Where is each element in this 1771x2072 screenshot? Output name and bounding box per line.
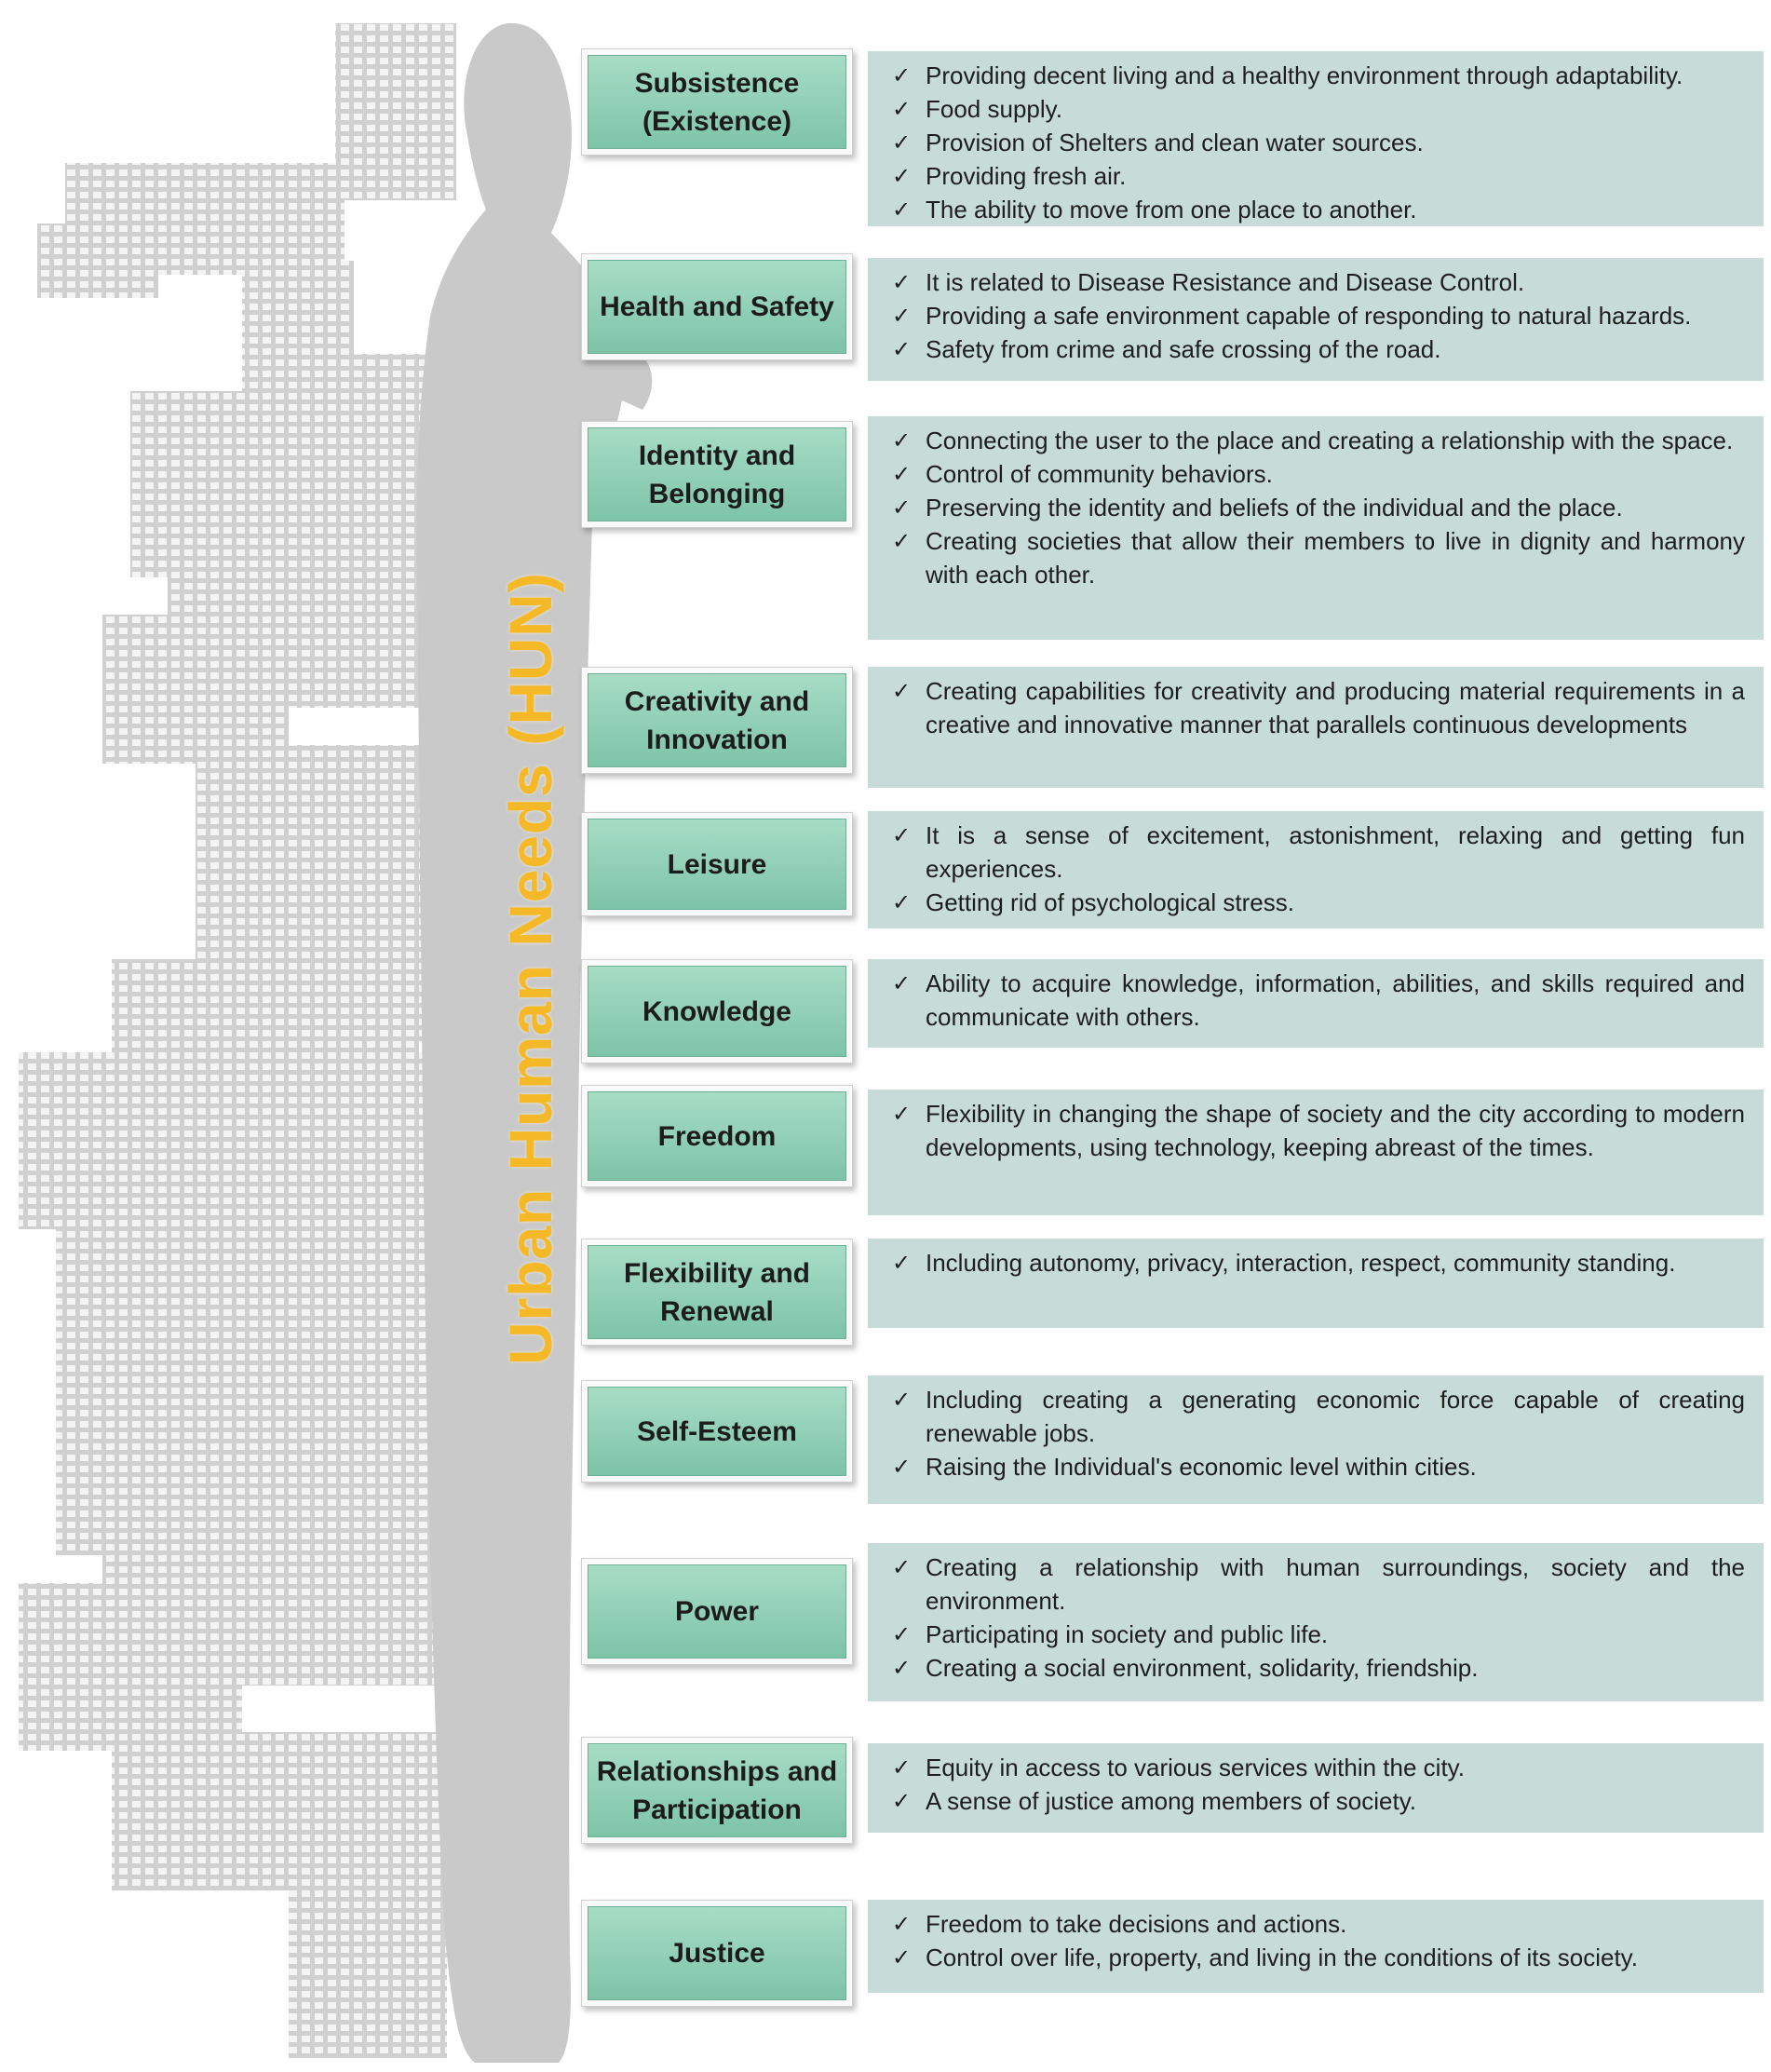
- list-item-text: Safety from crime and safe crossing of the road.: [926, 335, 1441, 363]
- need-label: Leisure: [588, 819, 846, 910]
- list-item: [888, 1551, 1745, 1618]
- need-label: Flexibility and Renewal: [588, 1245, 846, 1339]
- list-item-text: Participating in society and public life.: [926, 1620, 1329, 1648]
- list-item-text: It is a sense of excitement, astonishment, relaxing and getting fun experiences.: [926, 821, 1745, 883]
- list-item-text: A sense of justice among members of society.: [926, 1787, 1416, 1815]
- list-item-text: It is related to Disease Resistance and Disease Control.: [926, 268, 1525, 296]
- need-description-list: [888, 674, 1745, 741]
- need-description-list: [888, 265, 1745, 366]
- need-description-list: [888, 819, 1745, 919]
- need-label: Justice: [588, 1906, 846, 2000]
- need-box-creativity-and-innovation: [581, 667, 853, 774]
- need-box-identity-and-belonging: [581, 421, 853, 528]
- check-icon: ✓: [892, 1101, 912, 1127]
- list-item: [888, 193, 1745, 226]
- list-item-text: Creating a relationship with human surroundings, society and the environment.: [926, 1553, 1745, 1615]
- list-item-text: Creating capabilities for creativity and producing material requirements in a creative and innovative manner that parallels continuous developments: [926, 677, 1745, 738]
- check-icon: ✓: [892, 1655, 912, 1681]
- need-box-power: [581, 1558, 853, 1665]
- need-description-panel-subsistence-existence: [868, 51, 1764, 226]
- list-item-text: Control over life, property, and living in the conditions of its society.: [926, 1943, 1638, 1971]
- check-icon: ✓: [892, 1454, 912, 1480]
- list-item-text: Including creating a generating economic force capable of creating renewable jobs.: [926, 1386, 1745, 1447]
- list-item-text: Flexibility in changing the shape of society and the city according to modern developments, using technology, keeping abreast of the times.: [926, 1100, 1745, 1161]
- need-label: Creativity and Innovation: [588, 673, 846, 767]
- need-label: Self-Esteem: [588, 1387, 846, 1476]
- list-item: [888, 92, 1745, 126]
- need-label: Freedom: [588, 1091, 846, 1181]
- need-description-panel-relationships-and-participation: [868, 1743, 1764, 1833]
- need-description-list: [888, 59, 1745, 226]
- list-item: [888, 126, 1745, 159]
- list-item: [888, 1941, 1745, 1974]
- list-item-text: Raising the Individual's economic level within cities.: [926, 1453, 1477, 1481]
- check-icon: ✓: [892, 269, 912, 295]
- need-box-knowledge: [581, 959, 853, 1063]
- list-item-text: Getting rid of psychological stress.: [926, 888, 1294, 916]
- need-label: Identity and Belonging: [588, 427, 846, 521]
- list-item: [888, 299, 1745, 332]
- check-icon: ✓: [892, 494, 912, 521]
- list-item-text: Equity in access to various services within the city.: [926, 1754, 1465, 1781]
- list-item-text: Ability to acquire knowledge, information, abilities, and skills required and communicate with others.: [926, 969, 1745, 1031]
- list-item: [888, 159, 1745, 193]
- check-icon: ✓: [892, 303, 912, 329]
- list-item-text: Freedom to take decisions and actions.: [926, 1910, 1347, 1938]
- need-description-panel-knowledge: [868, 959, 1764, 1048]
- vertical-title-wrap: [489, 572, 573, 1365]
- check-icon: ✓: [892, 970, 912, 996]
- need-box-justice: [581, 1900, 853, 2007]
- list-item: [888, 819, 1745, 886]
- need-description-list: [888, 1551, 1745, 1685]
- check-icon: ✓: [892, 62, 912, 88]
- need-label: Power: [588, 1564, 846, 1659]
- need-box-freedom: [581, 1085, 853, 1187]
- need-description-panel-leisure: [868, 811, 1764, 928]
- need-description-list: [888, 1097, 1745, 1164]
- list-item: [888, 1651, 1745, 1685]
- check-icon: ✓: [892, 96, 912, 122]
- list-item: [888, 1246, 1745, 1280]
- need-box-flexibility-and-renewal: [581, 1239, 853, 1346]
- diagram-title: Urban Human Needs (HUN): [497, 572, 564, 1365]
- list-item-text: Including autonomy, privacy, interaction, respect, community standing.: [926, 1249, 1676, 1277]
- list-item-text: Connecting the user to the place and creating a relationship with the space.: [926, 427, 1734, 454]
- list-item-text: Providing decent living and a healthy environment through adaptability.: [926, 61, 1683, 89]
- list-item: [888, 1450, 1745, 1483]
- check-icon: ✓: [892, 129, 912, 156]
- need-label: Knowledge: [588, 966, 846, 1057]
- list-item-text: Creating societies that allow their members to live in dignity and harmony with each other.: [926, 527, 1745, 589]
- list-item: [888, 59, 1745, 92]
- check-icon: ✓: [892, 1554, 912, 1580]
- check-icon: ✓: [892, 1911, 912, 1937]
- need-description-panel-power: [868, 1543, 1764, 1701]
- list-item: [888, 491, 1745, 524]
- need-description-panel-freedom: [868, 1090, 1764, 1215]
- need-box-subsistence-existence: [581, 48, 853, 156]
- list-item-text: The ability to move from one place to another.: [926, 196, 1417, 223]
- need-description-list: [888, 1907, 1745, 1974]
- need-description-panel-creativity-and-innovation: [868, 667, 1764, 788]
- need-description-list: [888, 1246, 1745, 1280]
- list-item: [888, 1784, 1745, 1818]
- need-box-relationships-and-participation: [581, 1737, 853, 1844]
- check-icon: ✓: [892, 1944, 912, 1970]
- need-description-panel-flexibility-and-renewal: [868, 1239, 1764, 1328]
- need-description-list: [888, 1383, 1745, 1483]
- list-item: [888, 424, 1745, 457]
- need-description-list: [888, 1751, 1745, 1818]
- need-box-leisure: [581, 812, 853, 916]
- check-icon: ✓: [892, 678, 912, 704]
- list-item-text: Providing fresh air.: [926, 162, 1127, 190]
- list-item: [888, 265, 1745, 299]
- need-label: Subsistence (Existence): [588, 55, 846, 149]
- check-icon: ✓: [892, 1621, 912, 1647]
- check-icon: ✓: [892, 889, 912, 915]
- need-description-panel-self-esteem: [868, 1375, 1764, 1504]
- skyline-buildings: [19, 23, 475, 2058]
- need-description-list: [888, 967, 1745, 1034]
- check-icon: ✓: [892, 822, 912, 848]
- need-description-panel-justice: [868, 1900, 1764, 1993]
- list-item-text: Control of community behaviors.: [926, 460, 1273, 488]
- check-icon: ✓: [892, 196, 912, 223]
- check-icon: ✓: [892, 1387, 912, 1413]
- check-icon: ✓: [892, 1250, 912, 1276]
- list-item: [888, 886, 1745, 919]
- need-description-list: [888, 424, 1745, 591]
- check-icon: ✓: [892, 163, 912, 189]
- list-item-text: Providing a safe environment capable of responding to natural hazards.: [926, 302, 1692, 330]
- check-icon: ✓: [892, 461, 912, 487]
- need-label: Health and Safety: [588, 260, 846, 354]
- check-icon: ✓: [892, 1754, 912, 1781]
- list-item-text: Provision of Shelters and clean water sources.: [926, 129, 1424, 156]
- check-icon: ✓: [892, 427, 912, 454]
- need-box-self-esteem: [581, 1380, 853, 1483]
- list-item-text: Creating a social environment, solidarity, friendship.: [926, 1654, 1479, 1682]
- check-icon: ✓: [892, 1788, 912, 1814]
- list-item: [888, 967, 1745, 1034]
- list-item-text: Food supply.: [926, 95, 1062, 123]
- list-item: [888, 674, 1745, 741]
- need-box-health-and-safety: [581, 253, 853, 360]
- need-label: Relationships and Participation: [588, 1743, 846, 1837]
- need-description-panel-health-and-safety: [868, 258, 1764, 381]
- list-item: [888, 457, 1745, 491]
- list-item: [888, 332, 1745, 366]
- list-item: [888, 524, 1745, 591]
- list-item: [888, 1907, 1745, 1941]
- list-item-text: Preserving the identity and beliefs of the individual and the place.: [926, 494, 1623, 521]
- list-item: [888, 1383, 1745, 1450]
- list-item: [888, 1751, 1745, 1784]
- check-icon: ✓: [892, 336, 912, 362]
- check-icon: ✓: [892, 528, 912, 554]
- list-item: [888, 1618, 1745, 1651]
- need-description-panel-identity-and-belonging: [868, 416, 1764, 640]
- list-item: [888, 1097, 1745, 1164]
